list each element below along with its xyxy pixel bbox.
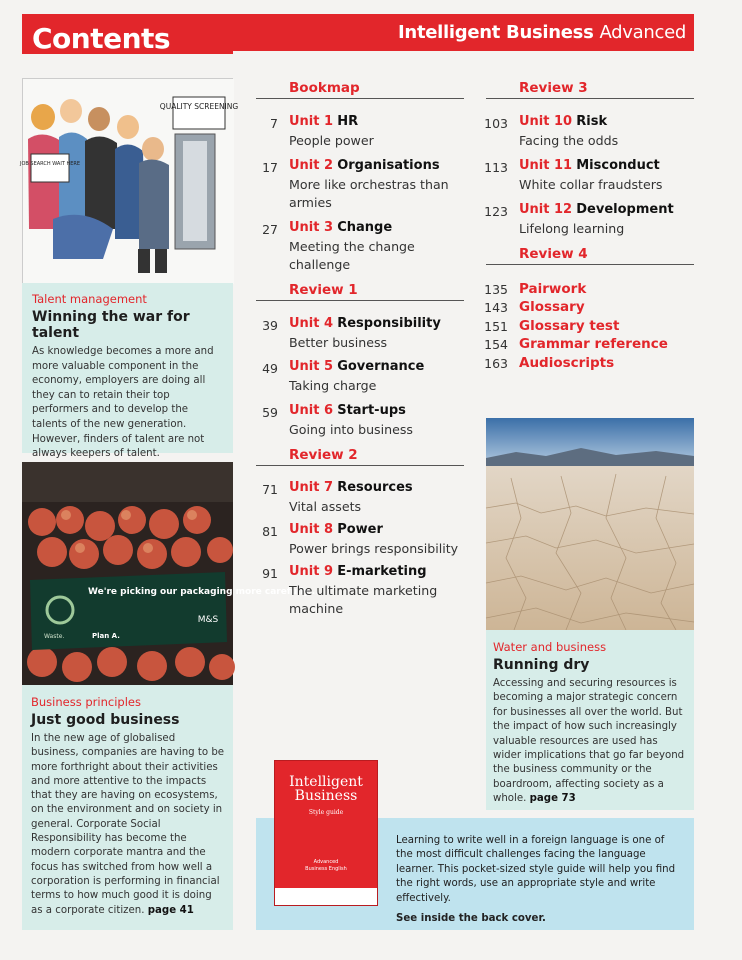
entry-unit-title — [289, 220, 392, 235]
packaging-slogan: We're picking our packaging more carefully... — [88, 587, 319, 597]
entry-topic: Start-ups — [337, 403, 406, 418]
book-level — [275, 859, 377, 873]
back-matter-title: Pairwork — [519, 281, 587, 297]
bookmap-rule — [256, 98, 464, 99]
job-search-placard: JOB SEARCH WAIT HERE — [19, 161, 81, 167]
desert-photo — [486, 418, 694, 630]
feature-page-link[interactable]: page 73 — [529, 793, 576, 805]
page-title: Contents — [32, 22, 171, 55]
entry-subtitle: challenge — [289, 257, 351, 272]
back-matter-title: Grammar reference — [519, 336, 668, 352]
entry-unit-title — [289, 359, 424, 374]
entry-unit-label: Unit 6 — [289, 403, 334, 418]
feature-category: Business principles — [31, 695, 141, 709]
entry-subtitle: More like orchestras than — [289, 177, 449, 192]
entry-page-number: 7 — [270, 116, 278, 131]
brand-title — [398, 22, 686, 43]
back-matter-title: Audioscripts — [519, 355, 615, 371]
header-notch — [233, 51, 694, 73]
entry-page-number: 143 — [484, 300, 508, 315]
entry-unit-label: Unit 8 — [289, 522, 334, 537]
entry-unit-title — [289, 403, 406, 418]
book-title-line-2: Business — [294, 788, 358, 804]
book-level-line-2: Business English — [305, 866, 347, 872]
brand-logo-text: M&S — [197, 615, 219, 625]
entry-unit-label: Unit 2 — [289, 158, 334, 173]
review-2-rule — [256, 465, 464, 466]
entry-unit-title — [519, 114, 607, 129]
entry-unit-title — [289, 316, 441, 331]
feature-caption-water — [486, 630, 694, 810]
review-1-heading[interactable]: Review 1 — [289, 282, 358, 298]
style-guide-text — [396, 834, 684, 926]
entry-topic: Responsibility — [337, 316, 441, 331]
entry-page-number: 49 — [262, 361, 278, 376]
entry-topic: Resources — [337, 480, 413, 495]
feature-caption-talent — [22, 283, 233, 460]
entry-subtitle: Vital assets — [289, 499, 362, 514]
entry-unit-title — [519, 158, 660, 173]
feature-body-text: In the new age of globalised business, companies are having to be more forthright about their activities and more attentive to the impacts that they are having on ecosystems, on the environment and on society in general. Corporate Social Responsibility has become the modern corporate mantra and the focus has switched from how well a corporation is performing in financial terms to how much good it is doing as a corporate citizen. — [31, 733, 225, 916]
feature-body — [31, 732, 225, 918]
cartoon-image — [19, 78, 239, 283]
entry-unit-label: Unit 7 — [289, 480, 334, 495]
review-2-heading[interactable]: Review 2 — [289, 447, 358, 463]
entry-unit-label: Unit 11 — [519, 158, 573, 173]
entry-subtitle: armies — [289, 195, 332, 210]
entry-unit-title — [289, 564, 427, 579]
entry-topic: E-marketing — [337, 564, 427, 579]
brand-level: Advanced — [599, 22, 686, 43]
feature-body-text: Accessing and securing resources is becoming a major strategic concern for businesses all over the world. But the impact of how such increasingly valuable resources are used has wider implications that go far beyond the business community or the boardroom, affecting society as a whole. — [493, 678, 685, 805]
entry-subtitle: The ultimate marketing — [289, 583, 438, 598]
plan-a-label: Plan A. — [92, 632, 120, 640]
book-subtitle: Style guide — [308, 809, 344, 816]
entry-page-number: 27 — [262, 222, 278, 237]
entry-unit-label: Unit 12 — [519, 202, 573, 217]
feature-body-text: As knowledge becomes a more and more valuable component in the economy, employers are doing all they can to retain their top performers and to develop the talents of the new generation. However, finders of talent are not always keepers of talent. — [32, 346, 214, 460]
entry-unit-title — [289, 158, 440, 173]
entry-topic: Development — [576, 202, 674, 217]
review-3-rule — [486, 98, 694, 99]
feature-caption-principles — [22, 685, 233, 930]
entry-page-number: 81 — [262, 524, 278, 539]
entry-subtitle: Power brings responsibility — [289, 541, 459, 556]
brand-main: Intelligent Business — [398, 22, 594, 43]
feature-title: Just good business — [31, 712, 180, 728]
entry-unit-label: Unit 10 — [519, 114, 573, 129]
entry-page-number: 59 — [262, 405, 278, 420]
entry-unit-label: Unit 4 — [289, 316, 334, 331]
entry-topic: Power — [337, 522, 383, 537]
entry-subtitle: machine — [289, 601, 344, 616]
entry-subtitle: Going into business — [289, 422, 413, 437]
entry-unit-label: Unit 9 — [289, 564, 334, 579]
feature-category: Water and business — [493, 640, 607, 654]
entry-unit-title — [289, 480, 413, 495]
feature-page-link[interactable]: page 41 — [147, 904, 194, 916]
entry-page-number: 103 — [484, 116, 508, 131]
review-4-heading[interactable]: Review 4 — [519, 246, 588, 262]
entry-unit-title — [289, 114, 358, 129]
entry-page-number: 17 — [262, 160, 278, 175]
entry-unit-title — [519, 202, 674, 217]
waste-label: Waste. — [44, 633, 65, 640]
bookmap-heading: Bookmap — [289, 80, 360, 96]
entry-page-number: 39 — [262, 318, 278, 333]
back-matter-title: Glossary — [519, 299, 585, 315]
entry-page-number: 113 — [484, 160, 508, 175]
entry-subtitle: Lifelong learning — [519, 221, 625, 236]
entry-subtitle: Meeting the change — [289, 239, 415, 254]
style-guide-description: Learning to write well in a foreign language is one of the most difficult challenges facing the language learner. This pocket-sized style guide will help you find the right words, use an appropriate style and write effectively. — [396, 835, 676, 904]
entry-topic: Misconduct — [576, 158, 660, 173]
book-title — [275, 775, 377, 820]
review-1-rule — [256, 300, 464, 301]
feature-title: Running dry — [493, 657, 590, 673]
entry-subtitle: People power — [289, 133, 374, 148]
feature-title: Winning the war for talent — [32, 309, 190, 341]
entry-unit-label: Unit 1 — [289, 114, 334, 129]
style-guide-book-cover — [274, 760, 378, 906]
entry-unit-label: Unit 3 — [289, 220, 334, 235]
book-level-line-1: Advanced — [313, 859, 339, 865]
entry-page-number: 91 — [262, 566, 278, 581]
feature-body — [32, 345, 223, 476]
book-publisher-strip — [275, 888, 377, 905]
review-3-heading[interactable]: Review 3 — [519, 80, 588, 96]
entry-topic: Organisations — [337, 158, 440, 173]
quality-sign-text: QUALITY SCREENING — [159, 102, 239, 111]
cartoon-illustration — [19, 79, 239, 284]
entry-subtitle: White collar fraudsters — [519, 177, 663, 192]
desert-image — [486, 418, 694, 630]
entry-page-number: 135 — [484, 282, 508, 297]
entry-page-number: 71 — [262, 482, 278, 497]
entry-unit-title — [289, 522, 383, 537]
entry-topic: HR — [337, 114, 359, 129]
book-title-line-1: Intelligent — [289, 774, 363, 790]
entry-page-number: 163 — [484, 356, 508, 371]
review-4-rule — [486, 264, 694, 265]
feature-category: Talent management — [32, 292, 147, 306]
entry-subtitle: Facing the odds — [519, 133, 619, 148]
feature-body — [493, 677, 687, 807]
entry-page-number: 123 — [484, 204, 508, 219]
entry-page-number: 154 — [484, 337, 508, 352]
entry-page-number: 151 — [484, 319, 508, 334]
entry-unit-label: Unit 5 — [289, 359, 334, 374]
entry-topic: Risk — [576, 114, 608, 129]
entry-subtitle: Taking charge — [289, 378, 377, 393]
style-guide-cta[interactable]: See inside the back cover. — [396, 913, 546, 925]
entry-topic: Governance — [337, 359, 425, 374]
entry-topic: Change — [337, 220, 393, 235]
back-matter-title: Glossary test — [519, 318, 620, 334]
entry-subtitle: Better business — [289, 335, 388, 350]
